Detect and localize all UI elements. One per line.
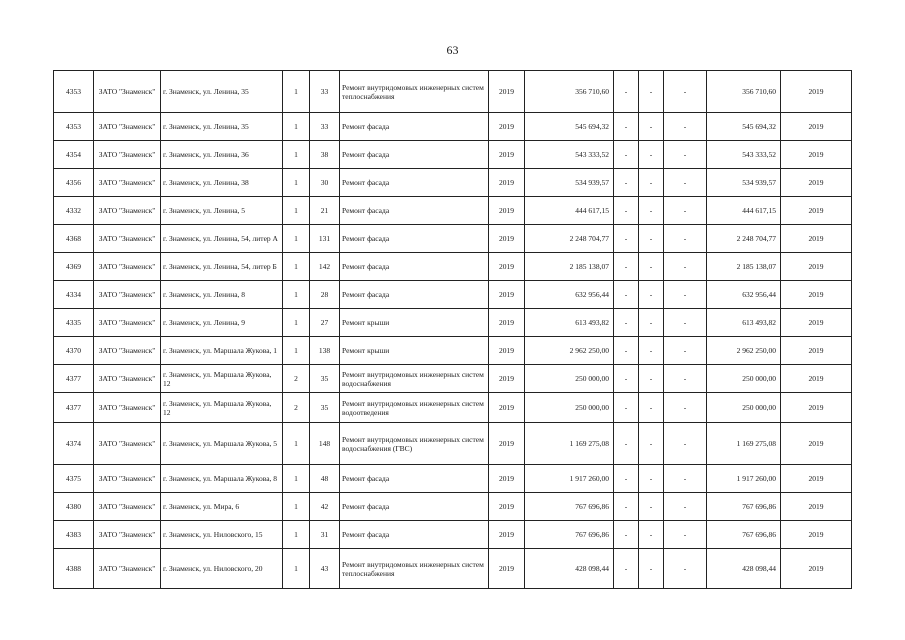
row-sum: 428 098,44 (525, 549, 614, 589)
row-address: г. Знаменск, ул. Ленина, 36 (161, 141, 283, 169)
row-year-end: 2019 (781, 393, 852, 423)
row-work-type: Ремонт внутридомовых инженерных систем водоснабжения (340, 365, 489, 393)
row-work-type: Ремонт фасада (340, 113, 489, 141)
table-row (54, 71, 852, 113)
row-year-end: 2019 (781, 71, 852, 113)
row-dash-3: - (664, 141, 707, 169)
row-area: 42 (310, 493, 340, 521)
row-dash-2: - (639, 393, 664, 423)
row-dash-2: - (639, 225, 664, 253)
row-work-type: Ремонт фасада (340, 281, 489, 309)
row-year-end: 2019 (781, 225, 852, 253)
row-year-end: 2019 (781, 197, 852, 225)
row-dash-1: - (614, 393, 639, 423)
row-dash-1: - (614, 337, 639, 365)
row-address: г. Знаменск, ул. Ленина, 54, литер А (161, 225, 283, 253)
row-id: 4377 (54, 365, 94, 393)
row-dash-2: - (639, 309, 664, 337)
row-dash-3: - (664, 169, 707, 197)
row-address: г. Знаменск, ул. Ленина, 38 (161, 169, 283, 197)
row-id: 4383 (54, 521, 94, 549)
row-dash-3: - (664, 465, 707, 493)
row-org: ЗАТО "Знаменск" (94, 281, 161, 309)
row-id: 4356 (54, 169, 94, 197)
row-id: 4335 (54, 309, 94, 337)
row-area: 142 (310, 253, 340, 281)
row-org: ЗАТО "Знаменск" (94, 521, 161, 549)
row-work-type: Ремонт фасада (340, 197, 489, 225)
row-dash-3: - (664, 113, 707, 141)
row-floors: 1 (283, 141, 310, 169)
row-work-type: Ремонт крыши (340, 309, 489, 337)
row-org: ЗАТО "Знаменск" (94, 253, 161, 281)
row-year: 2019 (489, 281, 525, 309)
row-org: ЗАТО "Знаменск" (94, 225, 161, 253)
row-dash-2: - (639, 169, 664, 197)
table-row (54, 549, 852, 589)
row-address: г. Знаменск, ул. Ленина, 9 (161, 309, 283, 337)
row-dash-3: - (664, 337, 707, 365)
row-dash-1: - (614, 309, 639, 337)
row-year: 2019 (489, 141, 525, 169)
row-floors: 1 (283, 337, 310, 365)
row-year: 2019 (489, 393, 525, 423)
row-id: 4380 (54, 493, 94, 521)
row-sum: 767 696,86 (525, 493, 614, 521)
row-dash-1: - (614, 253, 639, 281)
row-year: 2019 (489, 225, 525, 253)
row-dash-2: - (639, 549, 664, 589)
row-year-end: 2019 (781, 549, 852, 589)
row-dash-2: - (639, 423, 664, 465)
table-row (54, 465, 852, 493)
row-year: 2019 (489, 197, 525, 225)
row-floors: 1 (283, 113, 310, 141)
row-year-end: 2019 (781, 281, 852, 309)
row-total: 543 333,52 (707, 141, 781, 169)
row-address: г. Знаменск, ул. Ниловского, 15 (161, 521, 283, 549)
row-total: 1 917 260,00 (707, 465, 781, 493)
table-row (54, 113, 852, 141)
row-dash-3: - (664, 71, 707, 113)
row-id: 4388 (54, 549, 94, 589)
row-area: 48 (310, 465, 340, 493)
row-work-type: Ремонт фасада (340, 253, 489, 281)
table-row (54, 493, 852, 521)
row-org: ЗАТО "Знаменск" (94, 141, 161, 169)
row-total: 250 000,00 (707, 365, 781, 393)
row-org: ЗАТО "Знаменск" (94, 113, 161, 141)
row-area: 43 (310, 549, 340, 589)
row-work-type: Ремонт внутридомовых инженерных систем теплоснабжения (340, 549, 489, 589)
row-id: 4353 (54, 113, 94, 141)
row-id: 4353 (54, 71, 94, 113)
row-dash-1: - (614, 113, 639, 141)
table-row (54, 365, 852, 393)
row-org: ЗАТО "Знаменск" (94, 71, 161, 113)
row-address: г. Знаменск, ул. Мира, 6 (161, 493, 283, 521)
table-row (54, 521, 852, 549)
row-year-end: 2019 (781, 141, 852, 169)
row-dash-3: - (664, 423, 707, 465)
row-year-end: 2019 (781, 309, 852, 337)
row-floors: 1 (283, 281, 310, 309)
row-id: 4354 (54, 141, 94, 169)
row-dash-2: - (639, 141, 664, 169)
row-dash-2: - (639, 337, 664, 365)
row-dash-3: - (664, 365, 707, 393)
row-address: г. Знаменск, ул. Ленина, 35 (161, 113, 283, 141)
row-dash-2: - (639, 521, 664, 549)
row-floors: 1 (283, 71, 310, 113)
row-work-type: Ремонт фасада (340, 465, 489, 493)
row-year-end: 2019 (781, 493, 852, 521)
table-row (54, 337, 852, 365)
row-area: 35 (310, 393, 340, 423)
row-dash-3: - (664, 549, 707, 589)
row-sum: 2 248 704,77 (525, 225, 614, 253)
row-year: 2019 (489, 309, 525, 337)
row-floors: 1 (283, 197, 310, 225)
row-sum: 250 000,00 (525, 365, 614, 393)
row-address: г. Знаменск, ул. Ленина, 5 (161, 197, 283, 225)
row-total: 428 098,44 (707, 549, 781, 589)
row-work-type: Ремонт фасада (340, 493, 489, 521)
row-floors: 2 (283, 365, 310, 393)
row-sum: 1 169 275,08 (525, 423, 614, 465)
row-dash-2: - (639, 365, 664, 393)
row-work-type: Ремонт внутридомовых инженерных систем водоснабжения (ГВС) (340, 423, 489, 465)
row-dash-2: - (639, 465, 664, 493)
row-work-type: Ремонт фасада (340, 169, 489, 197)
row-sum: 356 710,60 (525, 71, 614, 113)
row-address: г. Знаменск, ул. Маршала Жукова, 12 (161, 393, 283, 423)
row-total: 356 710,60 (707, 71, 781, 113)
row-area: 30 (310, 169, 340, 197)
row-floors: 1 (283, 225, 310, 253)
table-row (54, 281, 852, 309)
row-work-type: Ремонт внутридомовых инженерных систем водоотведения (340, 393, 489, 423)
row-floors: 1 (283, 423, 310, 465)
data-table (53, 70, 852, 589)
row-total: 632 956,44 (707, 281, 781, 309)
table-row (54, 253, 852, 281)
row-id: 4334 (54, 281, 94, 309)
row-sum: 1 917 260,00 (525, 465, 614, 493)
row-floors: 1 (283, 493, 310, 521)
table-row (54, 141, 852, 169)
row-floors: 1 (283, 465, 310, 493)
row-total: 767 696,86 (707, 521, 781, 549)
row-dash-3: - (664, 225, 707, 253)
row-area: 131 (310, 225, 340, 253)
row-sum: 632 956,44 (525, 281, 614, 309)
table-row (54, 197, 852, 225)
row-dash-2: - (639, 281, 664, 309)
row-total: 250 000,00 (707, 393, 781, 423)
row-dash-3: - (664, 309, 707, 337)
row-area: 148 (310, 423, 340, 465)
row-total: 2 185 138,07 (707, 253, 781, 281)
row-total: 1 169 275,08 (707, 423, 781, 465)
row-dash-3: - (664, 493, 707, 521)
row-address: г. Знаменск, ул. Ленина, 8 (161, 281, 283, 309)
row-year: 2019 (489, 521, 525, 549)
row-org: ЗАТО "Знаменск" (94, 393, 161, 423)
row-total: 545 694,32 (707, 113, 781, 141)
row-sum: 2 962 250,00 (525, 337, 614, 365)
row-year: 2019 (489, 337, 525, 365)
row-dash-3: - (664, 197, 707, 225)
row-dash-1: - (614, 465, 639, 493)
row-dash-1: - (614, 423, 639, 465)
row-area: 28 (310, 281, 340, 309)
row-org: ЗАТО "Знаменск" (94, 549, 161, 589)
row-dash-3: - (664, 253, 707, 281)
row-work-type: Ремонт внутридомовых инженерных систем теплоснабжения (340, 71, 489, 113)
table-row (54, 309, 852, 337)
row-total: 2 962 250,00 (707, 337, 781, 365)
row-work-type: Ремонт фасада (340, 141, 489, 169)
page-number: 63 (446, 43, 459, 57)
row-dash-3: - (664, 521, 707, 549)
row-org: ЗАТО "Знаменск" (94, 465, 161, 493)
row-year-end: 2019 (781, 113, 852, 141)
row-year-end: 2019 (781, 253, 852, 281)
row-total: 534 939,57 (707, 169, 781, 197)
row-dash-3: - (664, 393, 707, 423)
row-dash-1: - (614, 549, 639, 589)
row-work-type: Ремонт фасада (340, 521, 489, 549)
row-year-end: 2019 (781, 423, 852, 465)
row-floors: 1 (283, 309, 310, 337)
row-area: 33 (310, 113, 340, 141)
row-sum: 543 333,52 (525, 141, 614, 169)
row-address: г. Знаменск, ул. Маршала Жукова, 8 (161, 465, 283, 493)
row-total: 444 617,15 (707, 197, 781, 225)
row-sum: 767 696,86 (525, 521, 614, 549)
row-work-type: Ремонт крыши (340, 337, 489, 365)
row-floors: 1 (283, 253, 310, 281)
row-dash-2: - (639, 71, 664, 113)
row-area: 31 (310, 521, 340, 549)
table-row (54, 225, 852, 253)
row-year: 2019 (489, 365, 525, 393)
row-org: ЗАТО "Знаменск" (94, 423, 161, 465)
row-sum: 444 617,15 (525, 197, 614, 225)
row-sum: 545 694,32 (525, 113, 614, 141)
row-id: 4375 (54, 465, 94, 493)
row-dash-1: - (614, 169, 639, 197)
row-address: г. Знаменск, ул. Маршала Жукова, 1 (161, 337, 283, 365)
row-work-type: Ремонт фасада (340, 225, 489, 253)
row-area: 27 (310, 309, 340, 337)
row-dash-2: - (639, 197, 664, 225)
row-org: ЗАТО "Знаменск" (94, 169, 161, 197)
table-body (54, 71, 852, 589)
row-area: 138 (310, 337, 340, 365)
row-sum: 2 185 138,07 (525, 253, 614, 281)
row-org: ЗАТО "Знаменск" (94, 365, 161, 393)
row-total: 767 696,86 (707, 493, 781, 521)
row-floors: 1 (283, 169, 310, 197)
row-year: 2019 (489, 71, 525, 113)
row-sum: 613 493,82 (525, 309, 614, 337)
table-row (54, 169, 852, 197)
row-address: г. Знаменск, ул. Ленина, 54, литер Б (161, 253, 283, 281)
row-dash-1: - (614, 521, 639, 549)
row-id: 4369 (54, 253, 94, 281)
row-org: ЗАТО "Знаменск" (94, 309, 161, 337)
row-id: 4368 (54, 225, 94, 253)
table-row (54, 423, 852, 465)
row-org: ЗАТО "Знаменск" (94, 337, 161, 365)
row-area: 35 (310, 365, 340, 393)
row-dash-1: - (614, 281, 639, 309)
row-dash-1: - (614, 225, 639, 253)
row-sum: 534 939,57 (525, 169, 614, 197)
row-id: 4377 (54, 393, 94, 423)
row-org: ЗАТО "Знаменск" (94, 493, 161, 521)
row-year: 2019 (489, 253, 525, 281)
row-year: 2019 (489, 493, 525, 521)
row-year: 2019 (489, 549, 525, 589)
row-sum: 250 000,00 (525, 393, 614, 423)
row-year-end: 2019 (781, 337, 852, 365)
row-dash-2: - (639, 253, 664, 281)
row-year-end: 2019 (781, 169, 852, 197)
row-org: ЗАТО "Знаменск" (94, 197, 161, 225)
row-address: г. Знаменск, ул. Ниловского, 20 (161, 549, 283, 589)
row-year: 2019 (489, 423, 525, 465)
row-address: г. Знаменск, ул. Ленина, 35 (161, 71, 283, 113)
table-row (54, 393, 852, 423)
row-area: 38 (310, 141, 340, 169)
row-year: 2019 (489, 113, 525, 141)
row-floors: 1 (283, 521, 310, 549)
row-dash-1: - (614, 365, 639, 393)
row-area: 21 (310, 197, 340, 225)
row-year: 2019 (489, 169, 525, 197)
row-dash-2: - (639, 493, 664, 521)
row-id: 4370 (54, 337, 94, 365)
row-total: 613 493,82 (707, 309, 781, 337)
row-dash-1: - (614, 141, 639, 169)
row-year-end: 2019 (781, 521, 852, 549)
row-address: г. Знаменск, ул. Маршала Жукова, 5 (161, 423, 283, 465)
row-floors: 1 (283, 549, 310, 589)
row-year-end: 2019 (781, 365, 852, 393)
row-dash-1: - (614, 71, 639, 113)
row-dash-2: - (639, 113, 664, 141)
row-year: 2019 (489, 465, 525, 493)
row-floors: 2 (283, 393, 310, 423)
row-dash-1: - (614, 493, 639, 521)
row-address: г. Знаменск, ул. Маршала Жукова, 12 (161, 365, 283, 393)
row-year-end: 2019 (781, 465, 852, 493)
row-area: 33 (310, 71, 340, 113)
row-id: 4332 (54, 197, 94, 225)
row-dash-3: - (664, 281, 707, 309)
row-id: 4374 (54, 423, 94, 465)
row-dash-1: - (614, 197, 639, 225)
row-total: 2 248 704,77 (707, 225, 781, 253)
